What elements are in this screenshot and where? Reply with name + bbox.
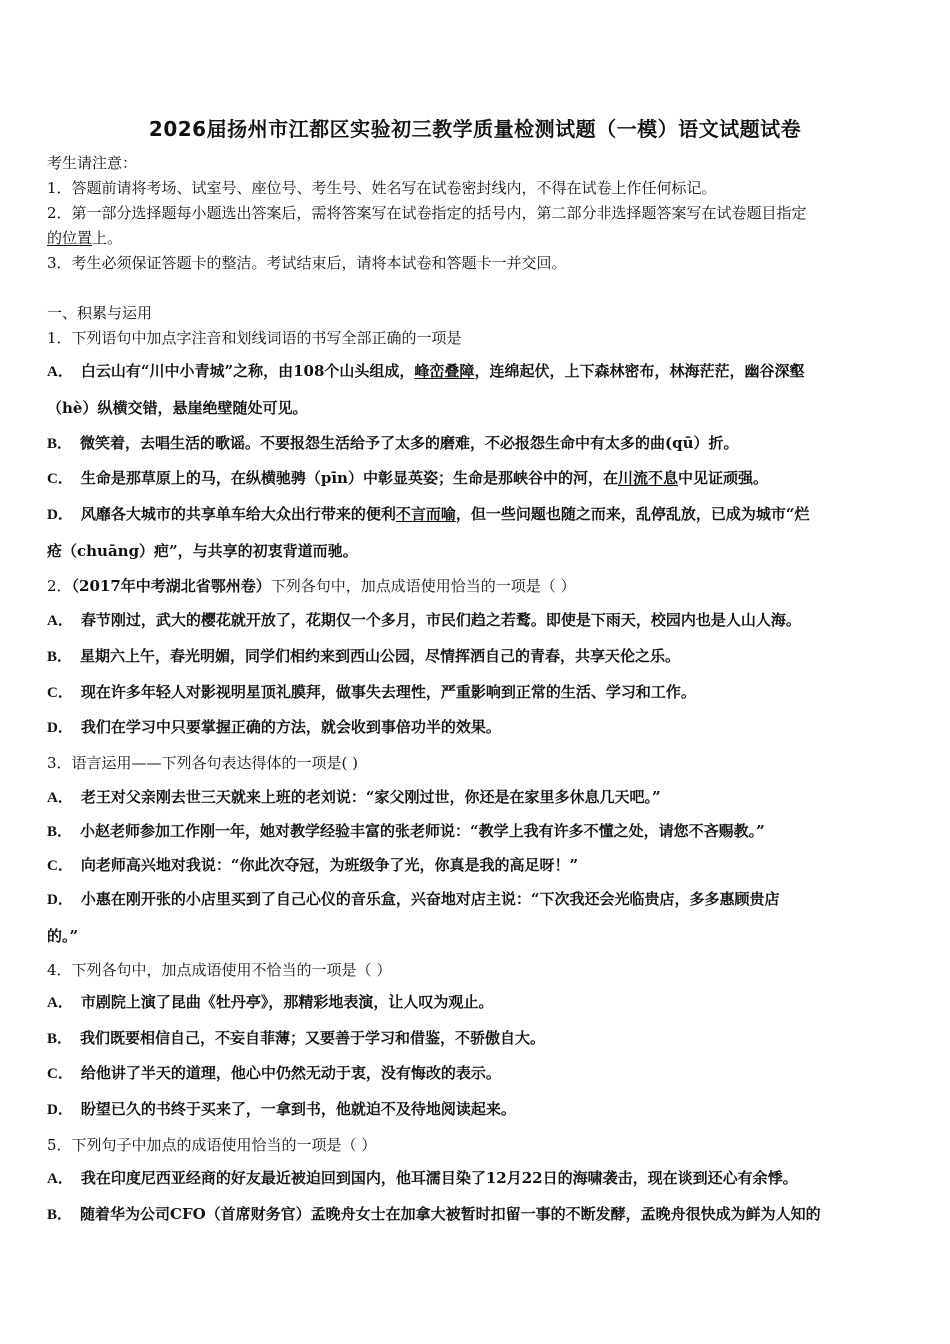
question-1-option-b xyxy=(47,432,907,453)
option-letter: B． xyxy=(47,649,73,665)
underlined-word: 川流不息 xyxy=(617,469,678,487)
question-number: 2． xyxy=(47,577,72,595)
option-letter: C． xyxy=(47,1066,73,1082)
option-text: 给他讲了半天的道理，他心中仍然无动于衷，没有悔改的表示。 xyxy=(80,1064,501,1082)
option-text: 我们在学习中只要掌握正确的方法，就会收到事倍功半的效果。 xyxy=(80,718,501,736)
option-text: 星期六上午，春光明媚，同学们相约来到西山公园，尽情挥洒自己的青春，共享天伦之乐。 xyxy=(80,647,681,665)
option-letter: C． xyxy=(47,858,73,874)
option-text: 生命是那草原上的马，在纵横驰骋（pīn）中彰显英姿；生命是那峡谷中的河，在 xyxy=(80,469,618,487)
option-letter: B． xyxy=(47,1031,73,1047)
question-1-option-d-continued: 疮（chuāng）疤”，与共享的初衷背道而驰。 xyxy=(47,542,358,560)
question-4-option-b xyxy=(47,1027,907,1048)
question-3-stem: 3．语言运用——下列各句表达得体的一项是( ) xyxy=(47,754,359,772)
option-text: 我们既要相信自己，不妄自菲薄；又要善于学习和借鉴，不骄傲自大。 xyxy=(80,1029,546,1047)
question-3-option-b xyxy=(47,820,907,841)
underlined-word: 不言而喻 xyxy=(395,505,456,523)
option-letter: A． xyxy=(47,1171,73,1187)
question-2-option-b xyxy=(47,645,907,666)
option-text: 向老师高兴地对我说：“你此次夺冠，为班级争了光，你真是我的高足呀！” xyxy=(80,856,579,874)
question-text: 下列各句中，加点成语使用恰当的一项是（ ） xyxy=(270,577,576,595)
notice-item-2: 2．第一部分选择题每小题选出答案后，需将答案写在试卷指定的括号内，第二部分非选择题答案写在试卷题目指定 xyxy=(47,204,807,222)
option-letter: A． xyxy=(47,613,73,629)
option-letter: D． xyxy=(47,892,73,908)
notice-item-3: 3．考生必须保证答题卡的整洁。考试结束后，请将本试卷和答题卡一并交回。 xyxy=(47,254,567,272)
option-letter: D． xyxy=(47,720,73,736)
option-letter: B． xyxy=(47,436,73,452)
option-text: 微笑着，去唱生活的歌谣。不要报怨生活给予了太多的磨难，不必报怨生命中有太多的曲(qū）折。 xyxy=(80,434,739,452)
option-text: 市剧院上演了昆曲《牡丹亭》，那精彩地表演，让人叹为观止。 xyxy=(80,993,494,1011)
option-text: 小赵老师参加工作刚一年，她对教学经验丰富的张老师说：“教学上我有许多不懂之处，请您不吝赐教。” xyxy=(80,822,765,840)
option-text: 我在印度尼西亚经商的好友最近被迫回到国内，他耳濡目染了12月22日的海啸袭击，现在谈到还心有余悸。 xyxy=(80,1169,798,1187)
question-2-option-c xyxy=(47,681,907,702)
question-1-stem: 1．下列语句中加点字注音和划线词语的书写全部正确的一项是 xyxy=(47,329,462,347)
question-2-stem xyxy=(47,575,907,596)
question-4-option-a xyxy=(47,991,907,1012)
question-1-option-a-continued: （hè）纵横交错，悬崖绝壁随处可见。 xyxy=(47,399,308,417)
option-letter: C． xyxy=(47,471,73,487)
question-4-option-d xyxy=(47,1098,907,1119)
option-letter: A． xyxy=(47,995,73,1011)
option-text: 现在许多年轻人对影视明星顶礼膜拜，做事失去理性，严重影响到正常的生活、学习和工作。 xyxy=(80,683,696,701)
option-letter: C． xyxy=(47,685,73,701)
option-letter: D． xyxy=(47,1102,73,1118)
notice-item-2-underlined: 的位置 xyxy=(47,229,93,247)
option-text: ，但一些问题也随之而来，乱停乱放，已成为城市“烂 xyxy=(455,505,810,523)
option-text: 盼望已久的书终于买来了，一拿到书，他就迫不及待地阅读起来。 xyxy=(80,1100,516,1118)
question-4-option-c xyxy=(47,1062,907,1083)
question-3-option-a xyxy=(47,786,907,807)
option-text: ，连绵起伏，上下森林密布，林海茫茫，幽谷深壑 xyxy=(474,362,805,380)
underlined-word: 峰峦叠障 xyxy=(414,362,475,380)
option-letter: A． xyxy=(47,790,73,806)
notice-heading: 考生请注意： xyxy=(47,154,138,172)
exam-title: 2026届扬州市江都区实验初三教学质量检测试题（一模）语文试题试卷 xyxy=(148,117,802,141)
option-letter: A． xyxy=(47,364,73,380)
option-text: 中见证顽强。 xyxy=(677,469,768,487)
option-text: 老王对父亲刚去世三天就来上班的老刘说：“家父刚过世，你还是在家里多休息几天吧。” xyxy=(80,788,661,806)
question-1-option-c xyxy=(47,467,907,488)
notice-item-1: 1．答题前请将考场、试室号、座位号、考生号、姓名写在试卷密封线内，不得在试卷上作任何标记。 xyxy=(47,179,717,197)
option-text: 春节刚过，武大的樱花就开放了，花期仅一个多月，市民们趋之若鹜。即使是下雨天，校园内也是人山人海。 xyxy=(80,611,801,629)
option-text: 随着华为公司CFO（首席财务官）孟晚舟女士在加拿大被暂时扣留一事的不断发酵，孟晚舟很快成为鲜为人知的 xyxy=(80,1205,821,1223)
section-heading: 一、积累与运用 xyxy=(47,304,153,322)
option-text: 风靡各大城市的共享单车给大众出行带来的便利 xyxy=(80,505,396,523)
option-text: 白云山有“川中小青城”之称，由108个山头组成， xyxy=(80,362,415,380)
option-letter: B． xyxy=(47,824,73,840)
question-1-option-a xyxy=(47,360,907,381)
question-5-stem: 5．下列句子中加点的成语使用恰当的一项是（ ） xyxy=(47,1136,377,1154)
question-5-option-b xyxy=(47,1203,907,1224)
notice-item-2-continued xyxy=(47,227,907,248)
option-letter: D． xyxy=(47,507,73,523)
option-letter: B． xyxy=(47,1207,73,1223)
option-text: 小惠在刚开张的小店里买到了自己心仪的音乐盒，兴奋地对店主说：“下次我还会光临贵店，多多惠顾贵店 xyxy=(80,890,780,908)
question-5-option-a xyxy=(47,1167,907,1188)
question-3-option-d xyxy=(47,888,907,909)
question-2-option-a xyxy=(47,609,907,630)
question-1-option-d xyxy=(47,503,907,524)
question-3-option-d-continued: 的。” xyxy=(47,927,79,945)
notice-item-2-tail: 上。 xyxy=(92,229,123,247)
question-source: （2017年中考湖北省鄂州卷） xyxy=(71,577,271,595)
question-4-stem: 4．下列各句中，加点成语使用不恰当的一项是（ ） xyxy=(47,961,392,979)
question-3-option-c xyxy=(47,854,907,875)
question-2-option-d xyxy=(47,716,907,737)
